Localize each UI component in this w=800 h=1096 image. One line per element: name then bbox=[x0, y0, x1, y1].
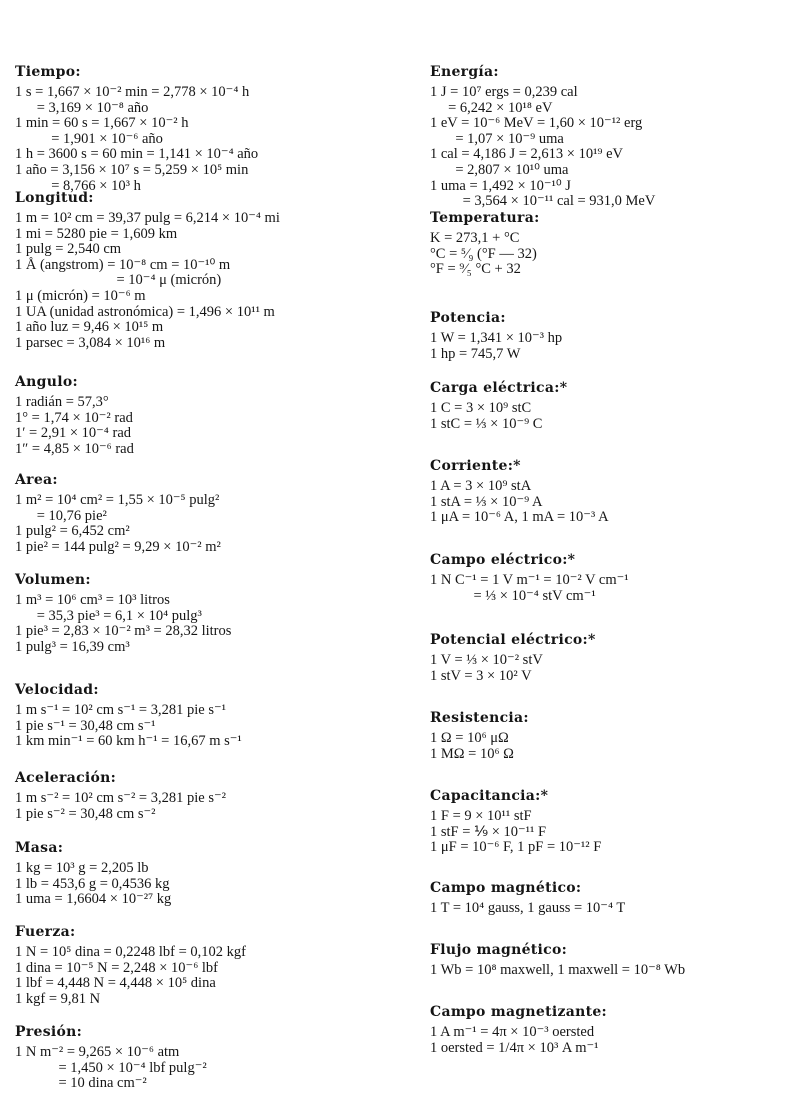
conversion-line: 1 parsec = 3,084 × 10¹⁶ m bbox=[15, 334, 166, 351]
conversion-section bbox=[15, 682, 242, 750]
conversion-section bbox=[15, 64, 258, 194]
conversion-section bbox=[15, 1024, 207, 1092]
conversion-line: 1 F = 9 × 10¹¹ stF bbox=[430, 808, 532, 824]
conversion-line: 1 N C⁻¹ = 1 V m⁻¹ = 10⁻² V cm⁻¹ bbox=[430, 572, 629, 588]
section-heading: Volumen: bbox=[15, 572, 91, 588]
section-heading: Tiempo: bbox=[15, 64, 81, 80]
conversion-line: 1 pulg = 2,540 cm bbox=[15, 241, 122, 258]
conversion-line: 1 kg = 10³ g = 2,205 lb bbox=[15, 860, 149, 876]
section-heading: Potencial eléctrico:* bbox=[430, 632, 596, 648]
section-heading: Longitud: bbox=[15, 190, 94, 206]
section-heading: Velocidad: bbox=[15, 682, 99, 698]
section-heading: Resistencia: bbox=[430, 710, 529, 726]
section-heading: Aceleración: bbox=[15, 770, 117, 786]
section-heading: Masa: bbox=[15, 840, 64, 856]
conversion-line: K = 273,1 + °C bbox=[430, 230, 520, 246]
section-heading: Temperatura: bbox=[430, 210, 540, 226]
conversion-line: 1 stC = ⅓ × 10⁻⁹ C bbox=[430, 415, 543, 432]
conversion-line: 1 pulg² = 6,452 cm² bbox=[15, 523, 130, 540]
conversion-line: 1 dina = 10⁻⁵ N = 2,248 × 10⁻⁶ lbf bbox=[15, 959, 218, 976]
conversion-line: 1 oersted = 1/4π × 10³ A m⁻¹ bbox=[430, 1039, 599, 1056]
conversion-line: = 10,76 pie² bbox=[15, 507, 107, 524]
conversion-line: = 1,07 × 10⁻⁹ uma bbox=[430, 130, 564, 147]
conversion-line: = 2,807 × 10¹⁰ uma bbox=[430, 161, 569, 178]
section-heading: Flujo magnético: bbox=[430, 942, 568, 958]
conversion-line: 1 mi = 5280 pie = 1,609 km bbox=[15, 225, 178, 242]
conversion-section bbox=[15, 572, 231, 655]
conversion-line: 1 m³ = 10⁶ cm³ = 10³ litros bbox=[15, 592, 170, 608]
conversion-line: 1 lbf = 4,448 N = 4,448 × 10⁵ dina bbox=[15, 975, 216, 992]
conversion-section bbox=[430, 210, 540, 278]
conversion-line: 1 stA = ⅓ × 10⁻⁹ A bbox=[430, 493, 543, 510]
conversion-section bbox=[430, 1004, 607, 1056]
conversion-line: 1 A = 3 × 10⁹ stA bbox=[430, 478, 532, 494]
conversion-line: 1 T = 10⁴ gauss, 1 gauss = 10⁻⁴ T bbox=[430, 900, 626, 916]
conversion-section bbox=[430, 310, 562, 362]
conversion-line: = 8,766 × 10³ h bbox=[15, 177, 141, 194]
conversion-section bbox=[430, 552, 629, 604]
conversion-line: 1 Wb = 10⁸ maxwell, 1 maxwell = 10⁻⁸ Wb bbox=[430, 962, 686, 978]
conversion-line: 1 μF = 10⁻⁶ F, 1 pF = 10⁻¹² F bbox=[430, 839, 602, 856]
conversion-line: 1 km min⁻¹ = 60 km h⁻¹ = 16,67 m s⁻¹ bbox=[15, 733, 242, 750]
conversion-line: 1 W = 1,341 × 10⁻³ hp bbox=[430, 330, 563, 346]
conversion-line: 1 N m⁻² = 9,265 × 10⁻⁶ atm bbox=[15, 1044, 180, 1060]
section-heading: Presión: bbox=[15, 1024, 83, 1040]
conversion-line: = 10 dina cm⁻² bbox=[15, 1075, 147, 1092]
conversion-section bbox=[15, 190, 280, 351]
conversion-line: 1 J = 10⁷ ergs = 0,239 cal bbox=[430, 84, 578, 100]
conversion-line: 1 eV = 10⁻⁶ MeV = 1,60 × 10⁻¹² erg bbox=[430, 115, 643, 132]
conversion-line: 1 pie s⁻¹ = 30,48 cm s⁻¹ bbox=[15, 717, 156, 734]
section-heading: Fuerza: bbox=[15, 924, 76, 940]
conversion-line: 1 uma = 1,6604 × 10⁻²⁷ kg bbox=[15, 891, 172, 908]
conversion-line: 1 stV = 3 × 10² V bbox=[430, 667, 532, 684]
conversion-line: 1 s = 1,667 × 10⁻² min = 2,778 × 10⁻⁴ h bbox=[15, 84, 250, 100]
conversion-line: 1 stF = ⅑ × 10⁻¹¹ F bbox=[430, 823, 547, 840]
conversion-line: = 6,242 × 10¹⁸ eV bbox=[430, 99, 553, 116]
conversion-line: 1 μA = 10⁻⁶ A, 1 mA = 10⁻³ A bbox=[430, 509, 609, 526]
conversion-section bbox=[430, 880, 625, 917]
section-heading: Area: bbox=[15, 472, 58, 488]
conversion-section bbox=[430, 458, 609, 526]
conversion-line: 1 año = 3,156 × 10⁷ s = 5,259 × 10⁵ min bbox=[15, 161, 249, 178]
section-heading: Campo eléctrico:* bbox=[430, 552, 576, 568]
conversion-line: 1 kgf = 9,81 N bbox=[15, 990, 101, 1007]
conversion-line: 1 min = 60 s = 1,667 × 10⁻² h bbox=[15, 115, 189, 132]
conversion-line: = 3,564 × 10⁻¹¹ cal = 931,0 MeV bbox=[430, 193, 656, 210]
section-heading: Carga eléctrica:* bbox=[430, 380, 568, 396]
conversion-line: = 3,169 × 10⁻⁸ año bbox=[15, 99, 149, 116]
conversion-line: °F = ⁹⁄₅ °C + 32 bbox=[430, 261, 521, 278]
conversion-line: 1 m = 10² cm = 39,37 pulg = 6,214 × 10⁻⁴ mi bbox=[15, 210, 280, 226]
conversion-section bbox=[15, 924, 246, 1007]
conversion-line: 1 radián = 57,3° bbox=[15, 394, 109, 410]
conversion-line: 1″ = 4,85 × 10⁻⁶ rad bbox=[15, 440, 134, 457]
conversion-line: 1 N = 10⁵ dina = 0,2248 lbf = 0,102 kgf bbox=[15, 944, 246, 960]
conversion-section bbox=[430, 64, 655, 210]
conversion-line: °C = ⁵⁄₉ (°F — 32) bbox=[430, 245, 537, 262]
conversion-line: 1 m s⁻² = 10² cm s⁻² = 3,281 pie s⁻² bbox=[15, 790, 226, 806]
conversion-line: = 1,450 × 10⁻⁴ lbf pulg⁻² bbox=[15, 1059, 207, 1076]
conversion-line: 1 C = 3 × 10⁹ stC bbox=[430, 400, 532, 416]
section-heading: Campo magnético: bbox=[430, 880, 582, 896]
conversion-line: 1 μ (micrón) = 10⁻⁶ m bbox=[15, 287, 146, 304]
conversion-line: 1 lb = 453,6 g = 0,4536 kg bbox=[15, 875, 170, 892]
conversion-section bbox=[15, 840, 171, 908]
conversion-line: 1 m s⁻¹ = 10² cm s⁻¹ = 3,281 pie s⁻¹ bbox=[15, 702, 226, 718]
conversion-line: 1 m² = 10⁴ cm² = 1,55 × 10⁻⁵ pulg² bbox=[15, 492, 220, 508]
conversion-line: = 10⁻⁴ μ (micrón) bbox=[15, 272, 222, 289]
conversion-line: 1 uma = 1,492 × 10⁻¹⁰ J bbox=[430, 177, 571, 194]
conversion-line: 1 cal = 4,186 J = 2,613 × 10¹⁹ eV bbox=[430, 146, 624, 163]
conversion-section bbox=[430, 788, 601, 856]
conversion-line: = 35,3 pie³ = 6,1 × 10⁴ pulg³ bbox=[15, 607, 202, 624]
conversion-line: 1 Å (angstrom) = 10⁻⁸ cm = 10⁻¹⁰ m bbox=[15, 256, 231, 273]
conversion-line: 1 V = ⅓ × 10⁻² stV bbox=[430, 652, 543, 668]
conversion-section bbox=[430, 380, 567, 432]
section-heading: Energía: bbox=[430, 64, 499, 80]
conversion-section bbox=[15, 770, 226, 822]
conversion-line: 1 h = 3600 s = 60 min = 1,141 × 10⁻⁴ año bbox=[15, 146, 259, 163]
conversion-line: 1 pie³ = 2,83 × 10⁻² m³ = 28,32 litros bbox=[15, 623, 232, 640]
conversion-line: 1 pie² = 144 pulg² = 9,29 × 10⁻² m² bbox=[15, 538, 221, 555]
conversion-line: 1 UA (unidad astronómica) = 1,496 × 10¹¹ m bbox=[15, 303, 275, 320]
conversion-line: 1 pie s⁻² = 30,48 cm s⁻² bbox=[15, 805, 156, 822]
conversion-line: 1 hp = 745,7 W bbox=[430, 345, 521, 362]
conversion-line: 1° = 1,74 × 10⁻² rad bbox=[15, 409, 133, 426]
conversion-line: = ⅓ × 10⁻⁴ stV cm⁻¹ bbox=[430, 587, 596, 604]
section-heading: Angulo: bbox=[15, 374, 78, 390]
conversion-section bbox=[430, 632, 596, 684]
conversion-section bbox=[430, 710, 529, 762]
conversion-line: 1 pulg³ = 16,39 cm³ bbox=[15, 638, 130, 655]
section-heading: Campo magnetizante: bbox=[430, 1004, 608, 1020]
conversion-section bbox=[15, 472, 221, 555]
section-heading: Potencia: bbox=[430, 310, 506, 326]
conversion-line: 1 Ω = 10⁶ μΩ bbox=[430, 730, 509, 746]
conversion-line: 1 año luz = 9,46 × 10¹⁵ m bbox=[15, 319, 164, 336]
conversion-section bbox=[430, 942, 685, 979]
conversion-line: 1 A m⁻¹ = 4π × 10⁻³ oersted bbox=[430, 1024, 595, 1040]
section-heading: Corriente:* bbox=[430, 458, 521, 474]
section-heading: Capacitancia:* bbox=[430, 788, 549, 804]
conversion-line: 1′ = 2,91 × 10⁻⁴ rad bbox=[15, 425, 131, 442]
conversion-line: 1 MΩ = 10⁶ Ω bbox=[430, 745, 514, 762]
conversion-line: = 1,901 × 10⁻⁶ año bbox=[15, 130, 163, 147]
conversion-section bbox=[15, 374, 134, 457]
